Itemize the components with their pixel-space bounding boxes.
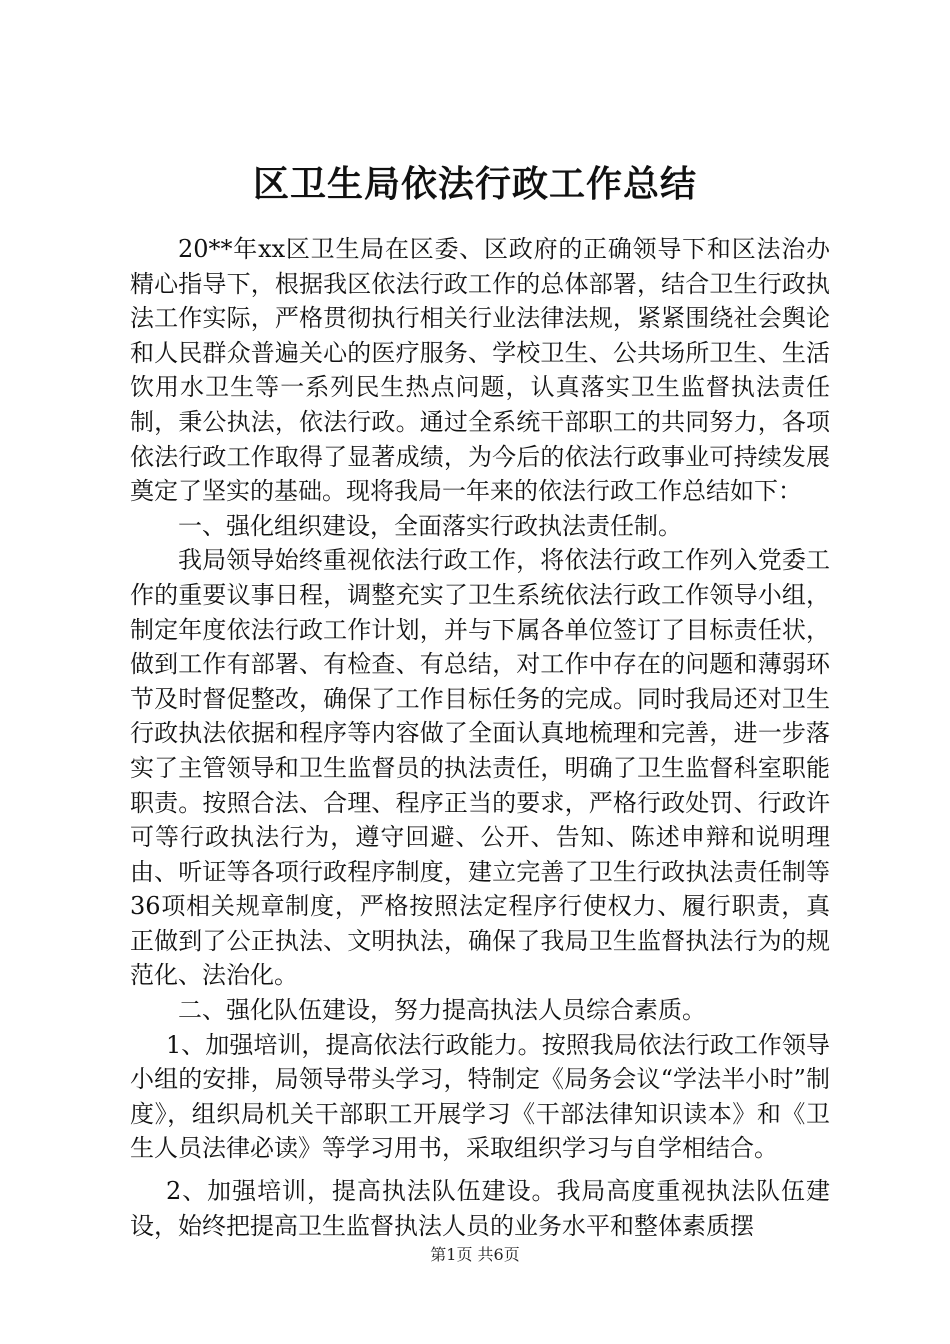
page-number-footer: 第1页 共6页: [430, 1245, 520, 1264]
document-title: 区卫生局依法行政工作总结: [252, 163, 697, 205]
intro-paragraph: 20**年xx区卫生局在区委、区政府的正确领导下和区法治办精心指导下，根据我区依法行政工作的总体部署，结合卫生行政执法工作实际，严格贯彻执行相关行业法律法规，紧紧围绕社会舆论和人民群众普遍关心的医疗服务、学校卫生、公共场所卫生、生活饮用水卫生等一系列民生热点问题，认真落实卫生监督执法责任制，秉公执法，依法行政。通过全系统干部职工的共同努力，各项依法行政工作取得了显著成绩，为今后的依法行政事业可持续发展奠定了坚实的基础。现将我局一年来的依法行政工作总结如下：: [130, 235, 830, 506]
section-1-paragraph: 我局领导始终重视依法行政工作，将依法行政工作列入党委工作的重要议事日程，调整充实了卫生系统依法行政工作领导小组，制定年度依法行政工作计划，并与下属各单位签订了目标责任状，做到工作有部署、有检查、有总结，对工作中存在的问题和薄弱环节及时督促整改，确保了工作目标任务的完成。同时我局还对卫生行政执法依据和程序等内容做了全面认真地梳理和完善，进一步落实了主管领导和卫生监督员的执法责任，明确了卫生监督科室职能职责。按照合法、合理、程序正当的要求，严格行政处罚、行政许可等行政执法行为，遵守回避、公开、告知、陈述申辩和说明理由、听证等各项行政程序制度，建立完善了卫生行政执法责任制等36项相关规章制度，严格按照法定程序行使权力、履行职责，真正做到了公正执法、文明执法，确保了我局卫生监督执法行为的规范化、法治化。: [130, 546, 830, 990]
section-heading-2: 二、强化队伍建设，努力提高执法人员综合素质。: [178, 996, 706, 1025]
section-heading-1: 一、强化组织建设，全面落实行政执法责任制。: [178, 511, 682, 540]
document-body: [130, 232, 830, 1243]
item-1-paragraph: 1、加强培训，提高依法行政能力。按照我局依法行政工作领导小组的安排，局领导带头学习，特制定《局务会议“学法半小时”制度》，组织局机关干部职工开展学习《干部法律知识读本》和《卫生人员法律必读》等学习用书，采取组织学习与自学相结合。: [130, 1030, 830, 1163]
item-2-paragraph: 2、加强培训，提高执法队伍建设。我局高度重视执法队伍建设，始终把提高卫生监督执法人员的业务水平和整体素质摆: [130, 1177, 830, 1240]
